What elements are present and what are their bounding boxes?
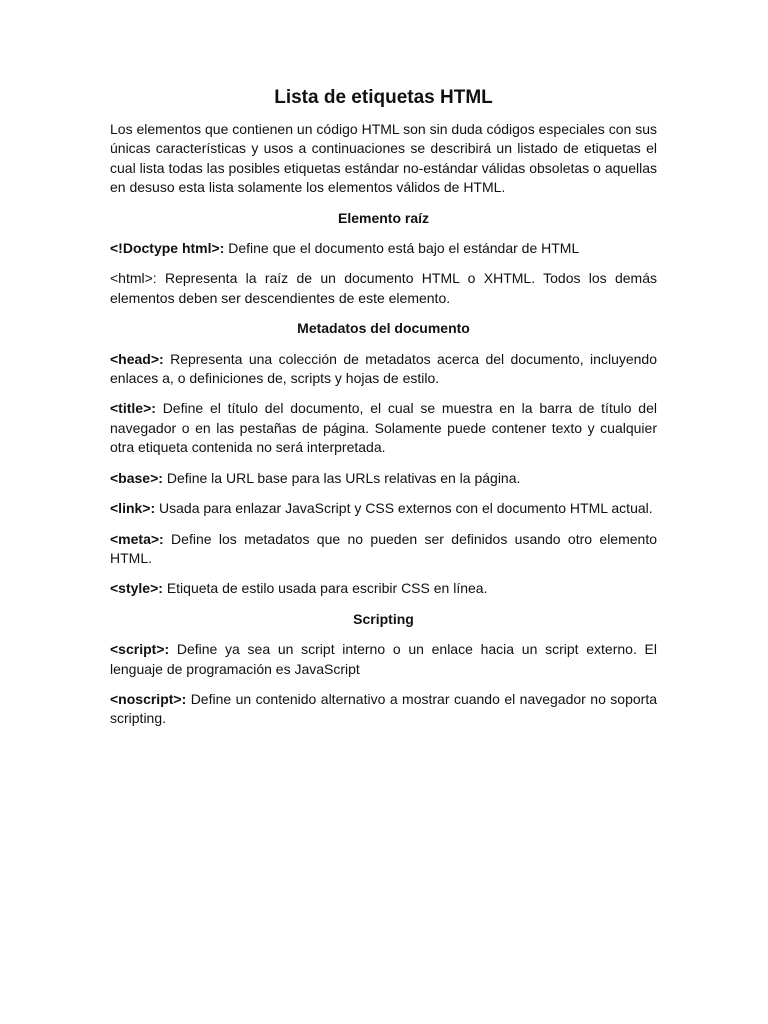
section-heading: Elemento raíz [337, 209, 430, 226]
entry-title [110, 399, 657, 457]
entry-doctype [110, 239, 657, 258]
tag-description: <html>: Representa la raíz de un documento HTML o XHTML. Todos los demás elementos deben ser descendientes de este elemento. [110, 270, 657, 306]
section-heading: Metadatos del documento [297, 320, 470, 337]
tag-description: Define el título del documento, el cual se muestra en la barra de título del navegador o en las pestañas de página. Solamente puede contener texto y cualquier otra etiqueta contenida no será interpretada. [110, 400, 657, 456]
document-page [110, 84, 657, 740]
section-scripting [110, 610, 657, 729]
section-document-metadata [110, 319, 657, 598]
tag-description: Define la URL base para las URLs relativas en la página. [162, 469, 521, 486]
intro-paragraph: Los elementos que contienen un código HTML son sin duda códigos especiales con sus únicas características y usos a continuaciones se describirá un listado de etiquetas el cual lista todas las posibles etiquetas estándar no-estándar válidas obsoletas o aquellas en desuso esta lista solamente los elementos válidos de HTML. [110, 121, 657, 196]
tag-description: Define un contenido alternativo a mostrar cuando el navegador no soporta scripting. [110, 690, 657, 727]
entry-head [110, 350, 657, 389]
tag-name: <style>: [110, 580, 163, 597]
tag-name: <base>: [110, 469, 163, 486]
tag-name: <link>: [110, 500, 156, 517]
tag-description: Define los metadatos que no pueden ser definidos usando otro elemento HTML. [110, 530, 657, 566]
tag-name: <meta>: [110, 530, 164, 547]
tag-description: Define ya sea un script interno o un enlace hacia un script externo. El lenguaje de programación es JavaScript [110, 641, 657, 677]
entry-style [110, 579, 657, 598]
section-heading: Scripting [353, 610, 414, 627]
entry-html [110, 269, 657, 308]
entry-noscript [110, 690, 657, 729]
tag-description: Define que el documento está bajo el estándar de HTML [224, 240, 580, 257]
entry-link [110, 499, 657, 518]
entry-base [110, 469, 657, 488]
entry-script [110, 640, 657, 679]
tag-description: Usada para enlazar JavaScript y CSS externos con el documento HTML actual. [155, 500, 653, 517]
section-root-element [110, 209, 657, 309]
tag-name: <script>: [110, 641, 170, 658]
tag-name: <!Doctype html>: [110, 240, 225, 257]
tag-name: <noscript>: [110, 690, 187, 707]
tag-name: <title>: [110, 400, 156, 417]
document-title: Lista de etiquetas HTML [274, 87, 493, 108]
tag-description: Representa una colección de metadatos acerca del documento, incluyendo enlaces a, o definiciones de, scripts y hojas de estilo. [110, 350, 657, 387]
entry-meta [110, 530, 657, 569]
tag-name: <head>: [110, 350, 164, 367]
tag-description: Etiqueta de estilo usada para escribir CSS en línea. [162, 580, 488, 597]
